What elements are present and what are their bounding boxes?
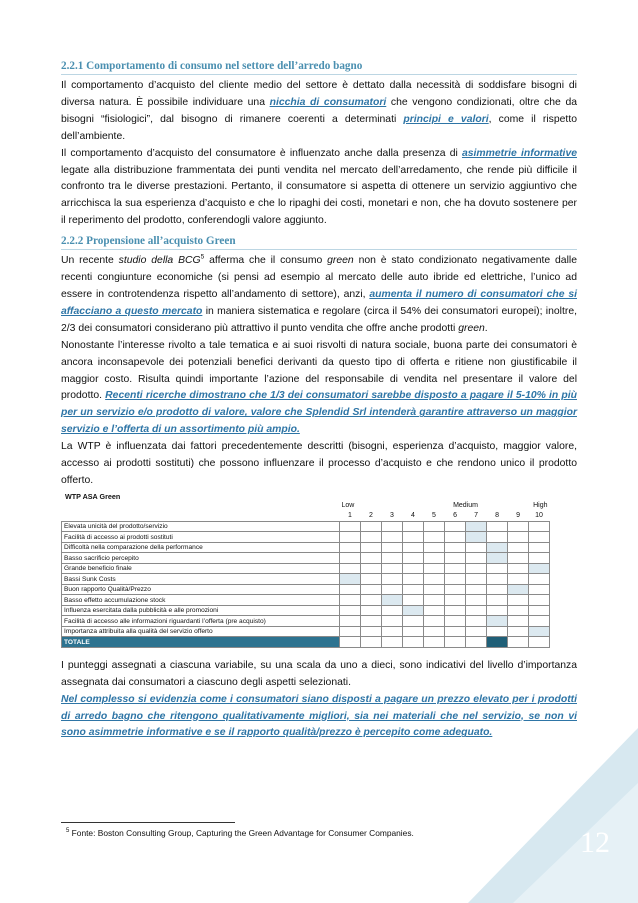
row-label: Grande beneficio finale [62,563,340,574]
scale-number: 7 [474,511,478,519]
score-cell-selected [529,626,550,637]
score-cell [424,595,445,606]
corner-decoration [468,728,638,903]
score-cell [340,532,361,543]
paragraph [61,78,577,146]
score-cell [466,542,487,553]
score-cell [508,563,529,574]
score-cell [487,584,508,595]
score-cell [361,605,382,616]
scale-label-low: Low [341,501,355,509]
score-cell-selected [403,605,424,616]
paragraph [61,338,577,439]
score-cell [508,553,529,564]
row-label: Facilità di accesso alle informazioni riguardanti l’offerta (pre acquisto) [62,616,340,627]
score-cell [529,595,550,606]
score-cell [445,637,466,648]
score-cell [424,553,445,564]
score-cell [529,521,550,532]
score-cell [445,605,466,616]
score-cell [340,637,361,648]
score-cell-selected [487,542,508,553]
score-cell [445,542,466,553]
score-cell [487,574,508,585]
score-cell-selected [466,521,487,532]
score-cell [340,605,361,616]
score-cell [445,584,466,595]
section-heading-2-2-1: 2.2.1 Comportamento di consumo nel settore dell’arredo bagno [61,60,577,75]
paragraph: I punteggi assegnati a ciascuna variabile, su una scala da uno a dieci, sono indicativi del livello d’importanza assegnata dai consumatori a ciascuno degli aspetti selezionati. [61,659,577,688]
score-cell [445,616,466,627]
score-cell [403,616,424,627]
text-run: legate alla distribuzione frammentata dei punti vendita nel mercato dell’arredamento, che rende più difficile il confronto tra le diverse prestazioni. Pertanto, il consumatore si aspetta di ottenere un servizio aggiuntivo che arricchisca la sua esperienza d’acquisto e che lo ripaghi dei costi, monetari e non, che ha dovuto sostenere per il reperimento del prodotto, conferendogli valore aggiunto. [61,164,577,227]
score-cell [424,574,445,585]
highlight-principi: principi e valori [403,113,489,125]
table-row [62,616,550,627]
score-cell [382,637,403,648]
score-cell [361,584,382,595]
text-run: , come il rispetto dell’ambiente. [61,113,577,142]
scale-label-row [62,501,550,511]
score-cell [361,521,382,532]
score-cell [424,584,445,595]
score-cell [529,542,550,553]
table-row [62,521,550,532]
score-cell [529,553,550,564]
score-cell [508,532,529,543]
score-cell [382,521,403,532]
score-cell [424,532,445,543]
table-row [62,626,550,637]
score-cell [340,616,361,627]
highlight-aumenta: aumenta il numero di consumatori che si affacciano a questo mercato [61,288,577,317]
text-run: Il comportamento d’acquisto del cliente medio del settore è dettato dalla necessità di soddisfare bisogni di diversa natura. È possibile individuare una [61,80,577,108]
score-cell [340,521,361,532]
highlight-nicchia: nicchia di consumatori [269,96,387,108]
highlight-asimmetrie: asimmetrie informative [461,147,578,159]
text-run: afferma che il consumo [204,255,328,267]
document-body [61,58,577,742]
score-cell [529,584,550,595]
score-cell-selected [487,553,508,564]
score-cell [529,532,550,543]
score-cell [382,553,403,564]
score-cell [382,605,403,616]
score-cell [403,637,424,648]
text-run: . [484,322,488,334]
table-row [62,584,550,595]
score-cell [403,595,424,606]
score-cell-selected [529,563,550,574]
score-cell [340,563,361,574]
score-cell [487,595,508,606]
table-row [62,542,550,553]
score-cell [340,595,361,606]
score-cell [508,542,529,553]
row-label: Influenza esercitata dalla pubblicità e alle promozioni [62,605,340,616]
score-cell-selected [340,574,361,585]
footnote-separator [61,822,235,823]
score-cell [382,563,403,574]
score-cell [445,521,466,532]
paragraph [61,253,577,338]
score-cell [382,616,403,627]
score-cell [361,637,382,648]
total-row [62,637,550,648]
score-cell [424,626,445,637]
score-cell [403,574,424,585]
score-cell [361,532,382,543]
footnote-text: Fonte: Boston Consulting Group, Capturing the Green Advantage for Consumer Companies. [69,828,414,838]
row-label: TOTALE [62,637,340,648]
wtp-table [61,501,550,648]
score-cell [382,574,403,585]
row-label: Difficoltà nella comparazione della performance [62,542,340,553]
row-label: Buon rapporto Qualità/Prezzo [62,584,340,595]
score-cell [361,616,382,627]
scale-label-high: High [533,501,548,509]
score-cell [529,616,550,627]
score-cell-selected [466,532,487,543]
score-cell [382,584,403,595]
text-run: non è stato condizionato negativamente dalle recenti congiunture economiche (si pensi ad esempio al mercato delle auto ibride ed elettriche, l’unico ad essere in controtendenza rispetto all’andamento di settore), anzi, [61,255,577,300]
text-run-italic: green [458,322,485,334]
score-cell [487,521,508,532]
score-cell [361,563,382,574]
score-cell [361,595,382,606]
score-cell [340,553,361,564]
text-run: in maniera sistematica e regolare (circa il 54% dei consumatori europei); inoltre, 2/3 dei consumatori considerano più attrattivo il punto vendita che offre anche prodotti [61,305,577,334]
score-cell [403,532,424,543]
highlight-ricerche: Recenti ricerche dimostrano che 1/3 dei consumatori sarebbe disposto a pagare il 5-10% in più per un servizio e/o prodotto di valore, valore che Splendid Srl intenderà garantire attraverso un maggior servizio e l’offerta di un assortimento più ampio. [61,390,577,436]
section-heading-2-2-2: 2.2.2 Propensione all’acquisto Green [61,235,577,250]
score-cell [445,553,466,564]
text-run: che vengono condizionati, oltre che da bisogni “fisiologici”, dal bisogno di rimanere coerenti a determinati [61,96,577,125]
row-label: Facilità di accesso ai prodotti sostituti [62,532,340,543]
scale-number: 8 [495,511,499,519]
score-cell [361,542,382,553]
score-cell [403,542,424,553]
score-cell [466,574,487,585]
score-cell [466,637,487,648]
scale-number: 1 [348,511,352,519]
scale-number: 3 [390,511,394,519]
score-cell [424,521,445,532]
row-label: Elevata unicità del prodotto/servizio [62,521,340,532]
table-row [62,532,550,543]
score-cell [445,626,466,637]
score-cell [508,626,529,637]
footnote-ref[interactable]: 5 [200,253,205,261]
text-run: Il comportamento d’acquisto del consumatore è influenzato anche dalla presenza di [61,147,462,159]
text-run-italic: green [327,255,354,267]
text-run: Un recente [61,255,119,267]
score-cell [424,637,445,648]
score-cell [424,563,445,574]
table-row [62,574,550,585]
score-cell [466,563,487,574]
table-row [62,605,550,616]
score-cell-selected [508,584,529,595]
score-cell [361,626,382,637]
score-cell [508,595,529,606]
score-cell [403,521,424,532]
conclusion-paragraph: Nel complesso si evidenzia come i consumatori siano disposti a pagare un prezzo elevato per i prodotti di arredo bagno che ritengono qualitativamente migliori, sia nei materiali che nel servizio, se non vi sono asimmetrie informative e se il rapporto qualità/prezzo è percepito come adeguato. [61,693,577,739]
text-run: Nonostante l’interesse rivolto a tale tematica e ai suoi risvolti di natura sociale, buona parte dei consumatori è ancora inconsapevole dei potenziali benefici derivanti da questo tipo di offerta e ritiene non giustificabile il maggior costo. Risulta quindi importante l’azione del responsabile di vendita nel presentare il valore del prodotto. [61,339,577,402]
score-cell [466,584,487,595]
score-cell [361,553,382,564]
footnote-mark: 5 [66,828,70,835]
score-cell [382,626,403,637]
score-cell-selected [487,616,508,627]
wtp-table-title: WTP ASA Green [65,491,121,501]
score-cell [424,616,445,627]
score-cell [340,542,361,553]
scale-number: 2 [369,511,373,519]
score-cell [466,616,487,627]
score-cell [508,574,529,585]
score-cell [529,574,550,585]
score-cell [382,532,403,543]
score-cell [445,532,466,543]
score-cell [466,605,487,616]
score-cell [508,616,529,627]
score-cell [445,563,466,574]
score-cell [403,553,424,564]
score-cell [487,563,508,574]
score-cell-selected [487,637,508,648]
scale-number: 6 [453,511,457,519]
scale-number: 5 [432,511,436,519]
score-cell [466,553,487,564]
score-cell [403,584,424,595]
score-cell [487,532,508,543]
score-cell [382,542,403,553]
score-cell [487,626,508,637]
score-cell [466,595,487,606]
scale-number: 9 [516,511,520,519]
table-row [62,563,550,574]
score-cell [466,626,487,637]
score-cell [424,542,445,553]
row-label: Importanza attribuita alla qualità del servizio offerto [62,626,340,637]
paragraph [61,146,577,231]
row-label: Bassi Sunk Costs [62,574,340,585]
row-label: Basso sacrificio percepito [62,553,340,564]
scale-number-row [62,511,550,522]
score-cell [403,563,424,574]
score-cell [508,521,529,532]
scale-number: 10 [535,511,543,519]
score-cell [424,605,445,616]
score-cell [508,605,529,616]
score-cell [445,595,466,606]
table-row [62,595,550,606]
score-cell [403,626,424,637]
score-cell [529,605,550,616]
text-run-italic: studio della BCG [118,255,201,267]
score-cell-selected [382,595,403,606]
score-cell [340,584,361,595]
scale-number: 4 [411,511,415,519]
score-cell [340,626,361,637]
footnote [66,828,414,838]
score-cell [445,574,466,585]
scale-label-medium: Medium [453,501,478,509]
table-row [62,553,550,564]
row-label: Basso effetto accumulazione stock [62,595,340,606]
page-number: 12 [580,826,610,859]
score-cell [361,574,382,585]
score-cell [508,637,529,648]
score-cell [487,605,508,616]
score-cell [529,637,550,648]
paragraph: La WTP è influenzata dai fattori precedentemente descritti (bisogni, esperienza d’acquisto, maggior valore, accesso ai prodotti sostituti) che possono influenzare il processo d’acquisto e che rendono unico il prodotto offerto. [61,441,577,486]
